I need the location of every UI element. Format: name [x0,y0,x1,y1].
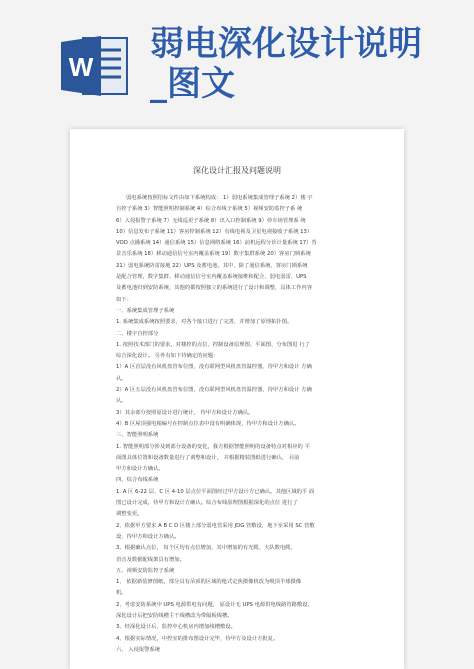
text-line: 甲方和设计方确认。 [116,466,164,473]
header-banner [0,0,474,110]
text-line: 2、依据甲方要求 A B C D 区楼上部分弱电管采用 JDG 管敷设，地下室采用 SC 管敷 [116,522,315,529]
section-heading: 四、综合布线系统 [116,477,159,484]
page-heading: 深化设计汇报及问题说明 [193,166,281,175]
text-line: 1）A 区首层没有风机盘管布位图，没有联网型风机盘管温控器，待甲方和设计 方确 [116,364,312,371]
text-line: 是配合管理，数字集群、移动通信信号室内覆盖系统接维和配合，弱电弱雷、UPS [116,274,307,281]
text-line: 图已设计完成，待甲方和设计方确认。综合布线原理图根据深化的点位 进行了 [116,500,298,507]
text-line: 1. A 区 6-22 层、C 区 4-10 层点位平面图经过甲方设计方已确认。其他区域的平 面 [116,488,315,495]
text-line: 3、经深化设计后，监控中心机房内增加线槽敷设。 [116,624,236,631]
section-heading: 六、 入侵报警系统 [116,646,161,653]
text-line: 1. 按照技术部门的要求，对楼控的点位、控制设备原理图、平面图、分布图进 行了 [116,341,310,348]
text-line: 如下： [116,296,132,303]
text-line: 3、根据确认点位， 每个区均有点位增加，其中增加的有光缆、大队数电缆、 [116,545,296,552]
title-line-2: _图文 [150,64,235,104]
text-line: 1、 依据新装修图纸，部分具有吊顶的区域的枪式定焦摄像机改为吸顶半球摄像 [116,579,302,586]
text-line: 深化设计后把安防线槽主干线槽改为带隔板线槽。 [116,612,233,619]
text-line: 认。 [116,398,127,405]
text-line: 弱电系统按照招标文件由如下系统构成： 1）弱电系统集成管理子系统 2）楼 宇 [126,195,313,201]
text-line: VOD 点播系统 14）通信系统 15）信息网络系统 16）前机远程分诊计量系统 17）背 [116,240,317,247]
title-line-1: 弱电深化设计说明 [150,24,422,64]
text-line: 景音乐系统 18）移动通信信号室内覆盖系统 19）数字集群系统 20）客房门锁系统 [116,251,311,258]
text-line: 1. 系统集成系统按照要求，对各个接口进行了完善，并增加了原理拓扑图。 [116,319,293,326]
section-heading: 二、楼宇自控部分 [116,330,159,337]
text-line: 设，待甲方和设计方确认。 [116,533,180,540]
word-logo-letter: W [68,52,94,82]
document-title [150,24,470,104]
text-line: 认。 [116,375,127,382]
text-line: 10）信息发布子系统 11）客房控制系统 12）有线电视及卫星电视接收子系统 13） [116,228,313,235]
text-line: 及蓄电池归到安防系统，其他的都按照独立的系统进行了设计和调整，具体工作内容 [116,285,312,292]
text-line: 语音及数据配线架具有增加。 [116,556,185,563]
text-line: 6）入侵报警子系统 7）无线巡更子系统 8）出入口控制系统 9）停车场管理系 统 [116,217,306,224]
text-line: 综合深化设计。 另外有如下待确定的问题： [116,353,219,360]
text-line: 自控子系统 3）智能照明控制系统 4）综合布线子系统 5）视频安防监控子系 统 [116,206,303,213]
word-document-icon [61,32,131,100]
text-line: 1. 智能照明部分涉及到部分设备的变化，我方根据智能照明的设备特点对相应的 平 [116,443,310,450]
text-line: 机。 [116,590,127,597]
text-line: 4）B 区屋顶强电箱编号在控制点位表中没有明确体现，待甲方和设计方确认。 [116,420,300,427]
text-line: 2）A 区五层没有风机盘管布位图，没有联网型风机盘管温控器，待甲方和设计 方确 [116,387,312,394]
section-heading: 五、视频安防监控子系统 [116,567,175,574]
text-line: 调整变更。 [116,511,143,518]
text-line: 21）弱电系统防雷接地 22）UPS 及蓄电池。其中，除了通信系统、客房门锁系统 [116,262,308,269]
body-text [116,193,360,656]
text-line: 2、考虑安防系统中 UPS 电源供电有问题， 原设计无 UPS 电源供电线路管路敷设， [116,601,313,608]
text-line: 3）其余部分按照原设计进行统计， 待甲方和设计方确认。 [116,409,254,416]
section-heading: 一、系统集成管理子系统 [116,307,175,314]
text-line: 面图具体位置和设备数量进行了调整和设计， 并根据精装图纸进行确认， 目前 [116,454,300,461]
document-page [70,129,404,669]
text-line: 4、根据实际情况，中控室的排布图设计完毕，待甲方及设计方批复。 [116,635,279,642]
section-heading: 三、智能照明系统 [116,432,159,439]
